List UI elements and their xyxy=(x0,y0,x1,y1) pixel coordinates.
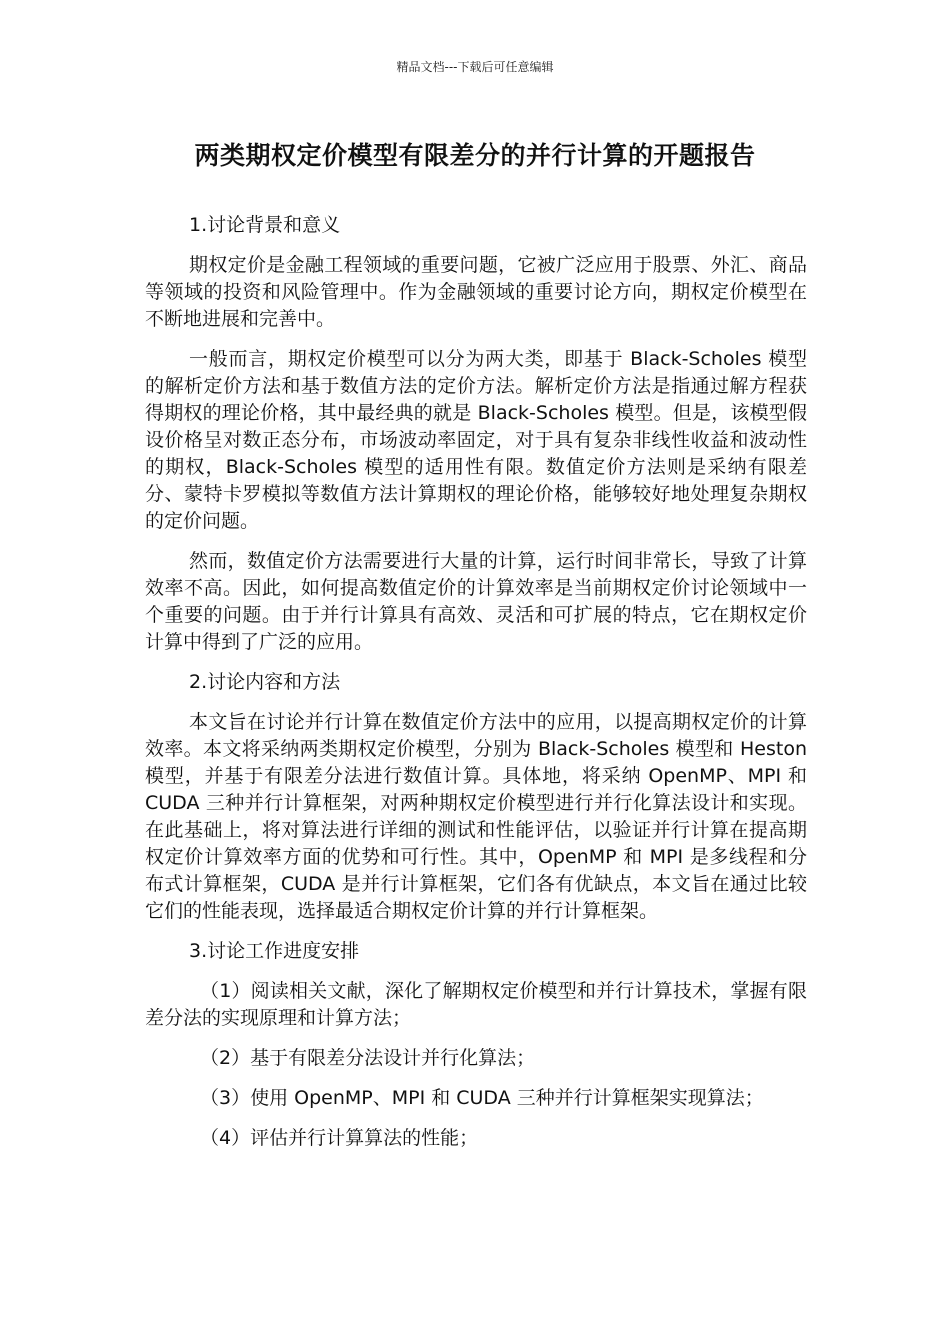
schedule-item: （4）评估并行计算算法的性能； xyxy=(200,1127,479,1149)
paragraph: 本文旨在讨论并行计算在数值定价方法中的应用，以提高期权定价的计算效率。本文将采纳两类期权定价模型，分别为 Black-Scholes 模型和 Heston 模型，并基于有限差分法进行数值计算。具体地，将采纳 OpenMP、MPI 和 CUDA 三种并行计算框架，对两种期权定价模型进行并行化算法设计和实现。在此基础上，将对算法进行详细的测试和性能评估，以验证并行计算在提高期权定价计算效率方面的优势和可行性。其中，OpenMP 和 MPI 是多线程和分布式计算框架，CUDA 是并行计算框架，它们各有优缺点，本文旨在通过比较它们的性能表现，选择最适合期权定价计算的并行计算框架。 xyxy=(145,711,807,922)
paragraph: 然而，数值定价方法需要进行大量的计算，运行时间非常长，导致了计算效率不高。因此，如何提高数值定价的计算效率是当前期权定价讨论领域中一个重要的问题。由于并行计算具有高效、灵活和可扩展的特点，它在期权定价计算中得到了广泛的应用。 xyxy=(145,550,807,653)
document-title: 两类期权定价模型有限差分的并行计算的开题报告 xyxy=(194,141,756,170)
page-header-watermark: 精品文档---下载后可任意编辑 xyxy=(396,60,554,74)
schedule-item: （1）阅读相关文献，深化了解期权定价模型和并行计算技术，掌握有限差分法的实现原理和计算方法； xyxy=(145,980,807,1029)
section-heading-background: 1.讨论背景和意义 xyxy=(189,214,341,236)
paragraph: 期权定价是金融工程领域的重要问题，它被广泛应用于股票、外汇、商品等领域的投资和风险管理中。作为金融领域的重要讨论方向，期权定价模型在不断地进展和完善中。 xyxy=(145,254,807,330)
schedule-item: （2）基于有限差分法设计并行化算法； xyxy=(200,1047,536,1069)
schedule-item: （3）使用 OpenMP、MPI 和 CUDA 三种并行计算框架实现算法； xyxy=(200,1087,764,1109)
paragraph: 一般而言，期权定价模型可以分为两大类，即基于 Black-Scholes 模型的解析定价方法和基于数值方法的定价方法。解析定价方法是指通过解方程获得期权的理论价格，其中最经典的就是 Black-Scholes 模型。但是，该模型假设价格呈对数正态分布，市场波动率固定，对于具有复杂非线性收益和波动性的期权，Black-Scholes 模型的适用性有限。数值定价方法则是采纳有限差分、蒙特卡罗模拟等数值方法计算期权的理论价格，能够较好地处理复杂期权的定价问题。 xyxy=(145,348,807,532)
section-heading-content-method: 2.讨论内容和方法 xyxy=(189,671,341,693)
document-body xyxy=(145,212,807,1165)
section-heading-schedule: 3.讨论工作进度安排 xyxy=(189,940,360,962)
